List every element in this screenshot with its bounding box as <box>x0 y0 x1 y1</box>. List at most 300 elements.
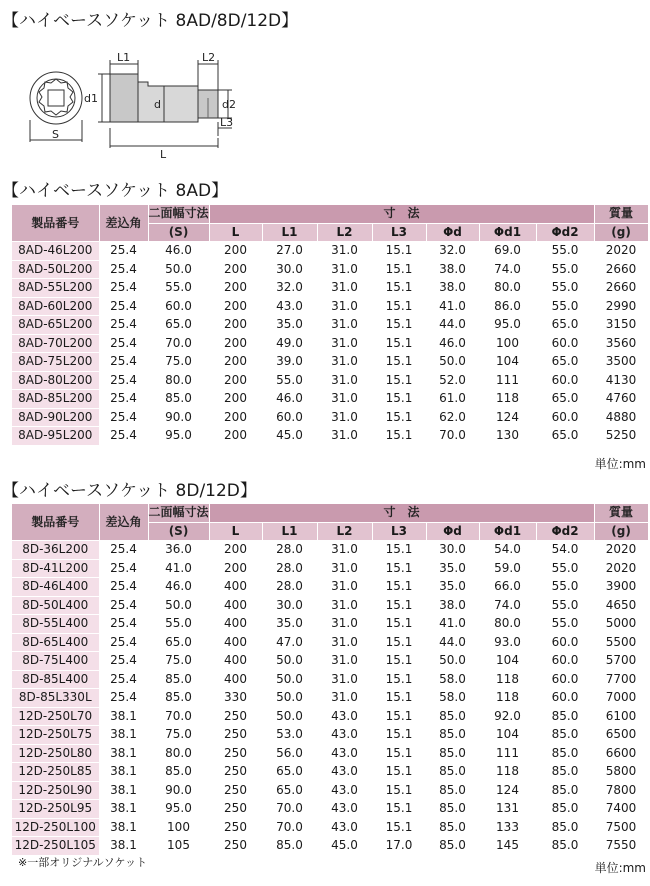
table-cell: 104 <box>479 652 536 671</box>
header-l2: L2 <box>317 223 372 242</box>
table-cell: 400 <box>209 578 262 597</box>
product-code-cell: 12D-250L100 <box>12 818 99 837</box>
table-cell: 250 <box>209 818 262 837</box>
table-cell: 46.0 <box>148 242 209 261</box>
table-cell: 35.0 <box>262 316 317 335</box>
table-cell: 54.0 <box>479 541 536 560</box>
table-cell: 85.0 <box>536 818 594 837</box>
table-row <box>12 633 648 652</box>
table-cell: 130 <box>479 427 536 446</box>
label-l2: L2 <box>202 51 216 64</box>
header-width-sub: (S) <box>148 522 209 541</box>
table-cell: 36.0 <box>148 541 209 560</box>
table-cell: 31.0 <box>317 297 372 316</box>
table-cell: 65.0 <box>536 316 594 335</box>
product-code-cell: 12D-250L90 <box>12 781 99 800</box>
table-cell: 2990 <box>594 297 648 316</box>
header-product: 製品番号 <box>12 504 99 541</box>
table-cell: 31.0 <box>317 427 372 446</box>
table-cell: 25.4 <box>99 408 148 427</box>
table-cell: 15.1 <box>372 334 426 353</box>
table-row <box>12 353 648 372</box>
table-cell: 100 <box>148 818 209 837</box>
table-cell: 43.0 <box>317 781 372 800</box>
table2-unit: 単位:mm <box>594 861 646 875</box>
table-cell: 105 <box>148 837 209 856</box>
table-cell: 55.0 <box>536 596 594 615</box>
table-cell: 43.0 <box>317 707 372 726</box>
table-cell: 5800 <box>594 763 648 782</box>
table-cell: 25.4 <box>99 670 148 689</box>
table-cell: 41.0 <box>426 297 479 316</box>
table-cell: 92.0 <box>479 707 536 726</box>
table-cell: 60.0 <box>536 334 594 353</box>
table-cell: 4130 <box>594 371 648 390</box>
table-cell: 50.0 <box>426 353 479 372</box>
table-cell: 85.0 <box>426 726 479 745</box>
header-mass-sub: (g) <box>594 223 648 242</box>
table-cell: 250 <box>209 726 262 745</box>
table-cell: 38.1 <box>99 744 148 763</box>
table-cell: 7500 <box>594 818 648 837</box>
table-cell: 5250 <box>594 427 648 446</box>
table-cell: 25.4 <box>99 541 148 560</box>
table-cell: 31.0 <box>317 242 372 261</box>
table-cell: 104 <box>479 353 536 372</box>
table-cell: 6100 <box>594 707 648 726</box>
product-code-cell: 12D-250L95 <box>12 800 99 819</box>
table-cell: 15.1 <box>372 670 426 689</box>
table-cell: 56.0 <box>262 744 317 763</box>
table-cell: 200 <box>209 260 262 279</box>
table-cell: 31.0 <box>317 334 372 353</box>
table-cell: 28.0 <box>262 578 317 597</box>
table-cell: 50.0 <box>262 652 317 671</box>
table-cell: 25.4 <box>99 578 148 597</box>
table-cell: 31.0 <box>317 541 372 560</box>
table-cell: 25.4 <box>99 633 148 652</box>
table1-unit: 単位:mm <box>594 457 646 471</box>
table-cell: 39.0 <box>262 353 317 372</box>
table-cell: 62.0 <box>426 408 479 427</box>
product-code-cell: 12D-250L70 <box>12 707 99 726</box>
label-l1: L1 <box>117 51 131 64</box>
table-cell: 25.4 <box>99 559 148 578</box>
table-cell: 118 <box>479 763 536 782</box>
table-cell: 66.0 <box>479 578 536 597</box>
table-row <box>12 652 648 671</box>
table-cell: 4650 <box>594 596 648 615</box>
table-cell: 35.0 <box>426 559 479 578</box>
table-cell: 28.0 <box>262 541 317 560</box>
header-l3: L3 <box>372 522 426 541</box>
table-cell: 330 <box>209 689 262 708</box>
table-cell: 31.0 <box>317 408 372 427</box>
table-cell: 60.0 <box>536 670 594 689</box>
header-mass: 質量 <box>594 504 648 522</box>
table-row <box>12 744 648 763</box>
table-cell: 200 <box>209 427 262 446</box>
table-row <box>12 818 648 837</box>
table-cell: 15.1 <box>372 596 426 615</box>
table-cell: 43.0 <box>317 726 372 745</box>
label-l: L <box>160 148 167 160</box>
table-cell: 32.0 <box>426 242 479 261</box>
table-cell: 15.1 <box>372 260 426 279</box>
table-cell: 2020 <box>594 559 648 578</box>
table-cell: 45.0 <box>262 427 317 446</box>
table-row <box>12 596 648 615</box>
table-cell: 31.0 <box>317 316 372 335</box>
product-code-cell: 8AD-80L200 <box>12 371 99 390</box>
table-cell: 52.0 <box>426 371 479 390</box>
header-l1: L1 <box>262 522 317 541</box>
product-code-cell: 8D-36L200 <box>12 541 99 560</box>
table-cell: 31.0 <box>317 596 372 615</box>
table-row <box>12 279 648 298</box>
table-cell: 133 <box>479 818 536 837</box>
table2-title: 【ハイベースソケット 8D/12D】 <box>2 481 257 501</box>
table-cell: 31.0 <box>317 260 372 279</box>
table-cell: 55.0 <box>536 260 594 279</box>
table-row <box>12 541 648 560</box>
table-cell: 38.1 <box>99 800 148 819</box>
table-cell: 60.0 <box>536 689 594 708</box>
table-cell: 124 <box>479 781 536 800</box>
table-cell: 85.0 <box>536 763 594 782</box>
table-cell: 35.0 <box>426 578 479 597</box>
table-row <box>12 670 648 689</box>
table-cell: 3560 <box>594 334 648 353</box>
table-cell: 43.0 <box>317 800 372 819</box>
table-cell: 43.0 <box>317 763 372 782</box>
table-cell: 124 <box>479 408 536 427</box>
product-code-cell: 8D-85L330L <box>12 689 99 708</box>
table-cell: 15.1 <box>372 559 426 578</box>
table-cell: 31.0 <box>317 578 372 597</box>
table-cell: 15.1 <box>372 633 426 652</box>
table-cell: 25.4 <box>99 427 148 446</box>
table-cell: 74.0 <box>479 260 536 279</box>
table-cell: 65.0 <box>536 390 594 409</box>
table-cell: 55.0 <box>536 615 594 634</box>
table-cell: 50.0 <box>426 652 479 671</box>
table-cell: 131 <box>479 800 536 819</box>
table-cell: 80.0 <box>148 744 209 763</box>
table-cell: 95.0 <box>148 800 209 819</box>
table-cell: 35.0 <box>262 615 317 634</box>
table-cell: 65.0 <box>536 353 594 372</box>
table-cell: 32.0 <box>262 279 317 298</box>
table-cell: 15.1 <box>372 408 426 427</box>
product-code-cell: 8D-65L400 <box>12 633 99 652</box>
table-cell: 85.0 <box>148 390 209 409</box>
table-cell: 400 <box>209 633 262 652</box>
product-code-cell: 8AD-75L200 <box>12 353 99 372</box>
table-cell: 25.4 <box>99 596 148 615</box>
product-code-cell: 12D-250L75 <box>12 726 99 745</box>
table-cell: 200 <box>209 390 262 409</box>
header-mass-sub: (g) <box>594 522 648 541</box>
product-code-cell: 12D-250L105 <box>12 837 99 856</box>
table-cell: 6600 <box>594 744 648 763</box>
table-cell: 15.1 <box>372 371 426 390</box>
table-row <box>12 763 648 782</box>
header-d: Φd <box>426 223 479 242</box>
table-cell: 55.0 <box>148 279 209 298</box>
table-cell: 44.0 <box>426 316 479 335</box>
table-row <box>12 260 648 279</box>
table-row <box>12 408 648 427</box>
table-8d-12d <box>12 504 649 856</box>
table-cell: 25.4 <box>99 242 148 261</box>
table-row <box>12 781 648 800</box>
table-cell: 70.0 <box>148 334 209 353</box>
table-cell: 15.1 <box>372 615 426 634</box>
product-code-cell: 8D-46L400 <box>12 578 99 597</box>
product-code-cell: 8AD-65L200 <box>12 316 99 335</box>
table-cell: 38.1 <box>99 763 148 782</box>
table-cell: 65.0 <box>148 316 209 335</box>
header-drive: 差込角 <box>99 504 148 541</box>
table-cell: 200 <box>209 297 262 316</box>
table-cell: 50.0 <box>262 689 317 708</box>
header-l1: L1 <box>262 223 317 242</box>
table-cell: 31.0 <box>317 633 372 652</box>
table-cell: 100 <box>479 334 536 353</box>
table-cell: 90.0 <box>148 408 209 427</box>
table-cell: 200 <box>209 279 262 298</box>
table-cell: 55.0 <box>262 371 317 390</box>
table-cell: 15.1 <box>372 427 426 446</box>
header-l: L <box>209 223 262 242</box>
table-cell: 5700 <box>594 652 648 671</box>
product-code-cell: 8AD-70L200 <box>12 334 99 353</box>
table-cell: 85.0 <box>536 744 594 763</box>
table-cell: 2660 <box>594 260 648 279</box>
table-row <box>12 707 648 726</box>
table-cell: 31.0 <box>317 279 372 298</box>
table-cell: 5000 <box>594 615 648 634</box>
header-dims: 寸 法 <box>209 504 594 522</box>
product-code-cell: 8AD-95L200 <box>12 427 99 446</box>
table-cell: 15.1 <box>372 781 426 800</box>
header-d2: Φd2 <box>536 223 594 242</box>
header-width: 二面幅寸法 <box>148 205 209 223</box>
table-cell: 31.0 <box>317 390 372 409</box>
table-cell: 38.1 <box>99 837 148 856</box>
table-cell: 86.0 <box>479 297 536 316</box>
table-cell: 55.0 <box>536 578 594 597</box>
table-cell: 55.0 <box>536 559 594 578</box>
table-cell: 95.0 <box>148 427 209 446</box>
table-cell: 30.0 <box>262 596 317 615</box>
table-cell: 2660 <box>594 279 648 298</box>
table-cell: 2020 <box>594 242 648 261</box>
header-d1: Φd1 <box>479 223 536 242</box>
table-cell: 55.0 <box>536 279 594 298</box>
table-cell: 118 <box>479 390 536 409</box>
table-cell: 25.4 <box>99 297 148 316</box>
table-row <box>12 316 648 335</box>
table-row <box>12 689 648 708</box>
product-code-cell: 8D-85L400 <box>12 670 99 689</box>
table-cell: 200 <box>209 541 262 560</box>
table-cell: 60.0 <box>148 297 209 316</box>
table-cell: 85.0 <box>426 707 479 726</box>
table-cell: 60.0 <box>536 652 594 671</box>
table-cell: 30.0 <box>262 260 317 279</box>
table-cell: 61.0 <box>426 390 479 409</box>
table-cell: 85.0 <box>148 689 209 708</box>
product-code-cell: 8AD-55L200 <box>12 279 99 298</box>
table-cell: 75.0 <box>148 353 209 372</box>
product-code-cell: 8D-41L200 <box>12 559 99 578</box>
header-l: L <box>209 522 262 541</box>
table-cell: 60.0 <box>536 633 594 652</box>
table-cell: 15.1 <box>372 279 426 298</box>
table-cell: 118 <box>479 689 536 708</box>
table-cell: 46.0 <box>426 334 479 353</box>
product-code-cell: 12D-250L80 <box>12 744 99 763</box>
table-cell: 55.0 <box>536 297 594 316</box>
table-cell: 70.0 <box>148 707 209 726</box>
table-cell: 59.0 <box>479 559 536 578</box>
table-cell: 400 <box>209 596 262 615</box>
table-cell: 38.0 <box>426 596 479 615</box>
label-d1: d1 <box>84 92 98 105</box>
footnote: ※一部オリジナルソケット <box>18 856 148 869</box>
table-cell: 41.0 <box>148 559 209 578</box>
header-product: 製品番号 <box>12 205 99 242</box>
table-cell: 75.0 <box>148 652 209 671</box>
table-row <box>12 334 648 353</box>
table-cell: 28.0 <box>262 559 317 578</box>
table-cell: 31.0 <box>317 371 372 390</box>
table-cell: 3900 <box>594 578 648 597</box>
product-code-cell: 8AD-60L200 <box>12 297 99 316</box>
table-cell: 43.0 <box>262 297 317 316</box>
table-cell: 38.1 <box>99 818 148 837</box>
table-cell: 25.4 <box>99 260 148 279</box>
table-cell: 145 <box>479 837 536 856</box>
table-cell: 15.1 <box>372 353 426 372</box>
product-code-cell: 8AD-90L200 <box>12 408 99 427</box>
table-cell: 25.4 <box>99 652 148 671</box>
table-cell: 4760 <box>594 390 648 409</box>
table1-title: 【ハイベースソケット 8AD】 <box>2 181 229 201</box>
table-cell: 44.0 <box>426 633 479 652</box>
label-d: d <box>154 98 161 111</box>
table-row <box>12 578 648 597</box>
table-cell: 93.0 <box>479 633 536 652</box>
table-cell: 15.1 <box>372 390 426 409</box>
table-cell: 25.4 <box>99 353 148 372</box>
table-cell: 46.0 <box>148 578 209 597</box>
table-row <box>12 615 648 634</box>
table-cell: 70.0 <box>426 427 479 446</box>
table-cell: 2020 <box>594 541 648 560</box>
table-cell: 250 <box>209 744 262 763</box>
table-cell: 25.4 <box>99 371 148 390</box>
header-d1: Φd1 <box>479 522 536 541</box>
table-cell: 104 <box>479 726 536 745</box>
table-cell: 200 <box>209 353 262 372</box>
table-row <box>12 800 648 819</box>
product-code-cell: 8AD-50L200 <box>12 260 99 279</box>
table-cell: 60.0 <box>536 408 594 427</box>
table-cell: 50.0 <box>148 260 209 279</box>
label-d2: d2 <box>222 98 236 111</box>
product-code-cell: 8AD-46L200 <box>12 242 99 261</box>
table-cell: 111 <box>479 371 536 390</box>
table-cell: 85.0 <box>536 707 594 726</box>
header-d2: Φd2 <box>536 522 594 541</box>
table-row <box>12 726 648 745</box>
table-cell: 3150 <box>594 316 648 335</box>
table-cell: 85.0 <box>426 781 479 800</box>
table-cell: 47.0 <box>262 633 317 652</box>
table-cell: 41.0 <box>426 615 479 634</box>
table-cell: 85.0 <box>536 837 594 856</box>
table-cell: 250 <box>209 781 262 800</box>
table-cell: 200 <box>209 371 262 390</box>
table-cell: 50.0 <box>262 670 317 689</box>
table-cell: 15.1 <box>372 689 426 708</box>
table-cell: 38.1 <box>99 707 148 726</box>
table-cell: 400 <box>209 652 262 671</box>
table-cell: 4880 <box>594 408 648 427</box>
table-cell: 38.1 <box>99 781 148 800</box>
table-row <box>12 371 648 390</box>
header-width: 二面幅寸法 <box>148 504 209 522</box>
table-cell: 85.0 <box>536 781 594 800</box>
table-cell: 38.0 <box>426 279 479 298</box>
table-cell: 25.4 <box>99 334 148 353</box>
table-cell: 95.0 <box>479 316 536 335</box>
table-cell: 65.0 <box>262 781 317 800</box>
table-cell: 43.0 <box>317 744 372 763</box>
table-cell: 200 <box>209 316 262 335</box>
table-cell: 53.0 <box>262 726 317 745</box>
table-row <box>12 559 648 578</box>
table-cell: 38.1 <box>99 726 148 745</box>
table-cell: 17.0 <box>372 837 426 856</box>
table-cell: 85.0 <box>148 763 209 782</box>
table-cell: 43.0 <box>317 818 372 837</box>
table-cell: 25.4 <box>99 390 148 409</box>
table-cell: 15.1 <box>372 242 426 261</box>
table-cell: 5500 <box>594 633 648 652</box>
table-cell: 400 <box>209 615 262 634</box>
table-cell: 250 <box>209 837 262 856</box>
table-cell: 38.0 <box>426 260 479 279</box>
table-cell: 200 <box>209 334 262 353</box>
table-cell: 60.0 <box>262 408 317 427</box>
table-cell: 27.0 <box>262 242 317 261</box>
product-code-cell: 8D-75L400 <box>12 652 99 671</box>
table-cell: 7700 <box>594 670 648 689</box>
table-row <box>12 242 648 261</box>
table-cell: 85.0 <box>426 763 479 782</box>
product-code-cell: 8AD-85L200 <box>12 390 99 409</box>
table-cell: 7550 <box>594 837 648 856</box>
table-cell: 250 <box>209 800 262 819</box>
table-cell: 46.0 <box>262 390 317 409</box>
table-cell: 15.1 <box>372 541 426 560</box>
table-cell: 31.0 <box>317 652 372 671</box>
table-cell: 80.0 <box>479 279 536 298</box>
